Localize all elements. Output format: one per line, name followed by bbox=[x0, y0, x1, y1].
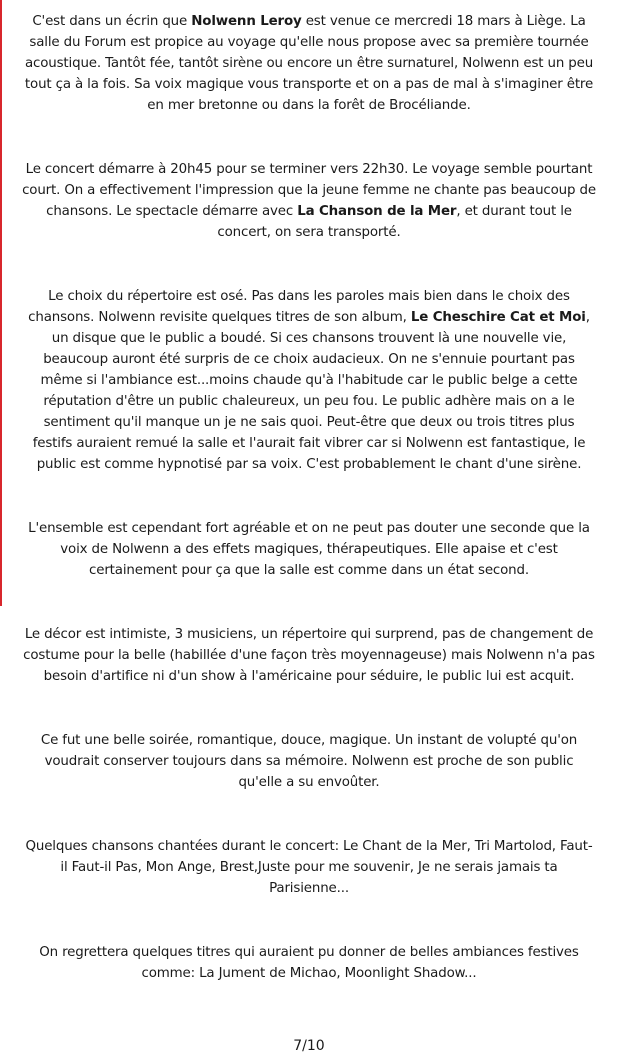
album-title: Le Cheschire Cat et Moi bbox=[410, 310, 586, 325]
timing-text-end: , et durant tout le concert, on sera transporté. bbox=[217, 204, 572, 240]
left-accent-rule bbox=[0, 0, 2, 606]
review-rating: 7/10 bbox=[293, 1038, 325, 1054]
paragraph-evening: Ce fut une belle soirée, romantique, douce, magique. Un instant de volupté qu'on voudrait conserver toujours dans sa mémoire. Nolwenn est proche de son public qu'elle a su envoûter. bbox=[40, 733, 578, 790]
paragraph-concert-timing bbox=[22, 159, 596, 243]
paragraph-regrets: On regrettera quelques titres qui auraient pu donner de belles ambiances festives comme: La Jument de Michao, Moonlight Shadow... bbox=[39, 945, 579, 981]
intro-text-start: C'est dans un écrin que bbox=[32, 14, 192, 29]
paragraph-stage-decor: Le décor est intimiste, 3 musiciens, un répertoire qui surprend, pas de changement de costume pour la belle (habillée d'une façon très moyennageuse) mais Nolwenn n'a pas besoin d'artifice ni d'un show à l'américaine pour séduire, le public lui est acquit. bbox=[23, 627, 595, 684]
intro-text-end: est venue ce mercredi 18 mars à Liège. La salle du Forum est propice au voyage qu'elle nous propose avec sa première tournée acoustique. Tantôt fée, tantôt sirène ou encore un être surnaturel, Nolwenn est un peu tout ça à la fois. Sa voix magique vous transporte et on a pas de mal à s'imaginer être en mer bretonne ou dans la forêt de Brocéliande. bbox=[24, 14, 594, 113]
repertoire-text-end: , un disque que le public a boudé. Si ces chansons trouvent là une nouvelle vie, beaucoup auront été surpris de ce choix audacieux. On ne s'ennuie pourtant pas même si l'ambiance est...moins chaude qu'à l'habitude car le public belge a cette réputation d'être un public chaleureux, un peu fou. Le public adhère mais on a le sentiment qu'il manque un je ne sais quoi. Peut-être que deux ou trois titres plus festifs auraient remué la salle et l'aurait fait vibrer car si Nolwenn est fantastique, le public est comme hypnotisé par sa voix. C'est probablement le chant d'une sirène. bbox=[32, 310, 590, 472]
timing-text-start: Le concert démarre à 20h45 pour se terminer vers 22h30. Le voyage semble pourtant court. On a effectivement l'impression que la jeune femme ne chante pas beaucoup de chansons. Le spectacle démarre avec bbox=[22, 162, 596, 219]
paragraph-repertoire bbox=[22, 286, 596, 475]
paragraph-overall: L'ensemble est cependant fort agréable et on ne peut pas douter une seconde que la voix de Nolwenn a des effets magiques, thérapeutiques. Elle apaise et c'est certainement pour ça que la salle est comme dans un état second. bbox=[28, 521, 590, 578]
concert-review-article bbox=[22, 11, 596, 1027]
paragraph-intro bbox=[22, 11, 596, 116]
artist-name: Nolwenn Leroy bbox=[191, 14, 302, 29]
song-title-opening: La Chanson de la Mer bbox=[297, 204, 457, 219]
paragraph-setlist: Quelques chansons chantées durant le concert: Le Chant de la Mer, Tri Martolod, Faut-il Faut-il Pas, Mon Ange, Brest,Juste pour me souvenir, Je ne serais jamais ta Parisienne... bbox=[25, 839, 593, 896]
repertoire-text-start: Le choix du répertoire est osé. Pas dans les paroles mais bien dans le choix des chansons. Nolwenn revisite quelques titres de son album, bbox=[28, 289, 570, 325]
